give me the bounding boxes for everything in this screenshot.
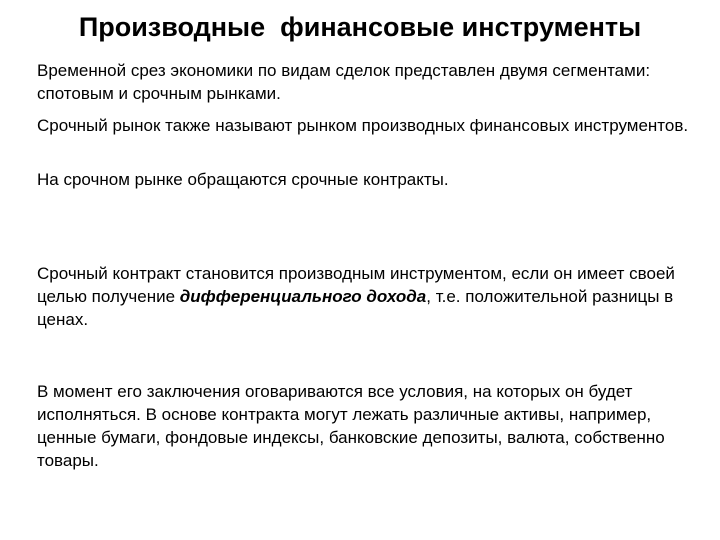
slide-title: Производные финансовые инструменты [78,12,642,42]
paragraph-forward-contracts: На срочном рынке обращаются срочные контракты. [37,170,449,189]
paragraph-text-after: , т.е. положительной разницы в ценах. [37,287,674,329]
paragraph-derivative-definition [37,262,697,331]
paragraph-text-before: Срочный контракт становится производным инструментом, если он имеет своей целью получение [37,264,675,306]
paragraph-derivatives-market: Срочный рынок также называют рынком производных финансовых инструментов. [37,116,689,135]
paragraph-contract-terms: В момент его заключения оговариваются все условия, на которых он будет исполняться. В основе контракта могут лежать различные активы, например, ценные бумаги, фондовые индексы, банковские депозиты, валюта, собственно товары. [37,382,665,470]
emphasis-differential-income: дифференциального дохода [179,287,427,306]
paragraph-market-segments: Временной срез экономики по видам сделок представлен двумя сегментами: спотовым и срочным рынками. [37,61,651,103]
